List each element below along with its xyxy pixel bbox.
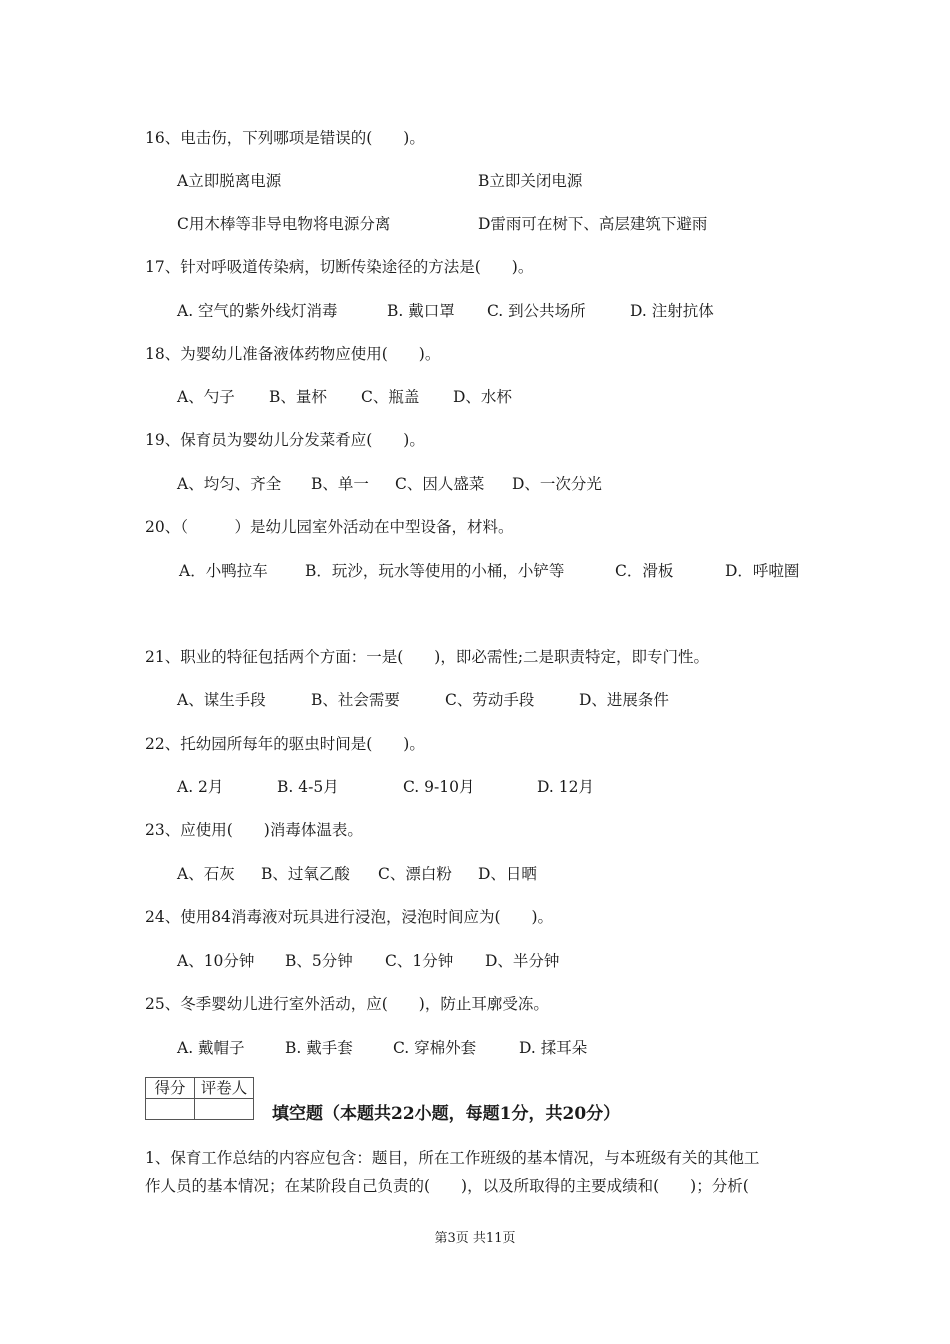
q17-option-a: A. 空气的紫外线灯消毒: [177, 302, 338, 320]
q19-option-b: B、单一: [311, 475, 369, 493]
question-21-stem: 21、职业的特征包括两个方面：一是( )，即必需性;二是职责特定，即专门性。: [145, 648, 710, 666]
q24-option-d: D、半分钟: [485, 952, 560, 970]
q17-option-b: B. 戴口罩: [387, 302, 455, 320]
q23-options: [177, 864, 537, 884]
fill-question-1-line-2: 作人员的基本情况；在某阶段自己负责的( )，以及所取得的主要成绩和( )；分析(: [145, 1177, 749, 1195]
q24-options: [177, 951, 559, 971]
q22-option-a: A. 2月: [177, 778, 224, 796]
q24-option-a: A、10分钟: [177, 952, 255, 970]
question-19-stem: 19、保育员为婴幼儿分发菜肴应( )。: [145, 431, 425, 449]
q17-option-d: D. 注射抗体: [630, 302, 714, 320]
fill-question-1-line-1: 1、保育工作总结的内容应包含：题目，所在工作班级的基本情况，与本班级有关的其他工: [145, 1149, 760, 1167]
q18-options: [177, 387, 512, 407]
q25-option-b: B. 戴手套: [285, 1039, 353, 1057]
q21-option-b: B、社会需要: [311, 691, 400, 709]
q21-option-a: A、谋生手段: [177, 691, 266, 709]
q16-option-d: D雷雨可在树下、高层建筑下避雨: [478, 215, 708, 233]
question-16-stem: 16、电击伤，下列哪项是错误的( )。: [145, 129, 425, 147]
q20-options: [179, 561, 799, 581]
q22-option-c: C. 9-10月: [403, 778, 475, 796]
q25-option-c: C. 穿棉外套: [393, 1039, 477, 1057]
q21-option-c: C、劳动手段: [445, 691, 535, 709]
q19-option-a: A、均匀、齐全: [177, 475, 282, 493]
q24-option-b: B、5分钟: [285, 952, 353, 970]
q17-options: [177, 301, 714, 321]
q23-option-d: D、日晒: [478, 865, 537, 883]
q22-option-d: D. 12月: [537, 778, 594, 796]
q20-option-b: B．玩沙，玩水等使用的小桶，小铲等: [305, 562, 565, 580]
score-cell: [146, 1099, 195, 1120]
q20-option-d: D．呼啦圈: [725, 562, 800, 580]
question-17-stem: 17、针对呼吸道传染病，切断传染途径的方法是( )。: [145, 258, 534, 276]
q25-options: [177, 1038, 587, 1058]
q18-option-a: A、勺子: [177, 388, 235, 406]
page-footer: 第3页 共11页: [434, 1231, 516, 1246]
q16-option-b: B立即关闭电源: [478, 172, 583, 190]
q21-options: [177, 690, 669, 710]
q23-option-c: C、漂白粉: [378, 865, 452, 883]
question-25-stem: 25、冬季婴幼儿进行室外活动，应( )，防止耳廓受冻。: [145, 995, 549, 1013]
q19-option-c: C、因人盛菜: [395, 475, 485, 493]
q18-option-d: D、水杯: [453, 388, 512, 406]
q17-option-c: C. 到公共场所: [487, 302, 586, 320]
q18-option-b: B、量杯: [269, 388, 327, 406]
question-22-stem: 22、托幼园所每年的驱虫时间是( )。: [145, 735, 425, 753]
question-24-stem: 24、使用84消毒液对玩具进行浸泡，浸泡时间应为( )。: [145, 908, 554, 926]
question-18-stem: 18、为婴幼儿准备液体药物应使用( )。: [145, 345, 441, 363]
question-20-stem: 20、（ ）是幼儿园室外活动在中型设备，材料。: [145, 518, 514, 536]
q22-options: [177, 777, 594, 797]
q19-options: [177, 474, 602, 494]
score-header: 得分: [146, 1078, 195, 1099]
q24-option-c: C、1分钟: [385, 952, 454, 970]
grader-cell: [195, 1099, 254, 1120]
score-table: [145, 1077, 254, 1120]
question-23-stem: 23、应使用( )消毒体温表。: [145, 821, 363, 839]
grader-header: 评卷人: [195, 1078, 254, 1099]
section-title: 填空题（本题共22小题，每题1分，共20分）: [272, 1104, 621, 1124]
q23-option-a: A、石灰: [177, 865, 235, 883]
q20-option-a: A．小鸭拉车: [179, 562, 268, 580]
q21-option-d: D、进展条件: [579, 691, 669, 709]
q16-option-c: C用木棒等非导电物将电源分离: [177, 215, 391, 233]
q25-option-d: D. 揉耳朵: [519, 1039, 588, 1057]
q19-option-d: D、一次分光: [512, 475, 602, 493]
q20-option-c: C．滑板: [615, 562, 674, 580]
q25-option-a: A. 戴帽子: [177, 1039, 245, 1057]
q16-option-a: A立即脱离电源: [177, 172, 282, 190]
q22-option-b: B. 4-5月: [277, 778, 339, 796]
q18-option-c: C、瓶盖: [361, 388, 420, 406]
q23-option-b: B、过氧乙酸: [261, 865, 350, 883]
